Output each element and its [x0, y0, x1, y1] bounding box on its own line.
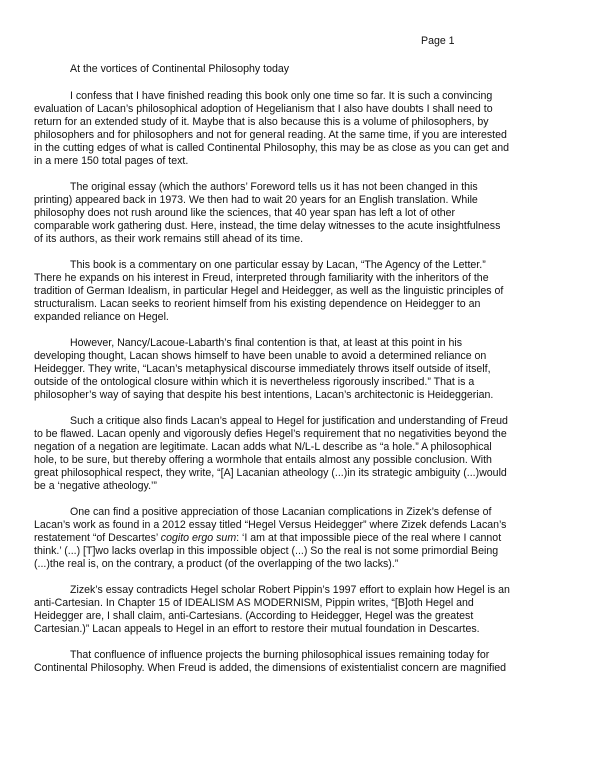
- text-line: Such a critique also finds Lacan’s appeal to Hegel for justification and understanding of Freud: [70, 415, 508, 427]
- text-line: Zizek’s essay contradicts Hegel scholar Robert Pippin’s 1997 effort to explain how Hegel is an: [70, 584, 510, 596]
- text-line: The original essay (which the authors’ Foreword tells us it has not been changed in this: [70, 181, 478, 193]
- text-line: Heidegger are, I shall claim, anti-Cartesians. (According to Heidegger, Hegel was the greatest: [34, 610, 474, 622]
- paragraph: [34, 584, 580, 636]
- text-line: of its authors, as their work remains still ahead of its time.: [34, 233, 304, 245]
- paragraph: [34, 181, 580, 246]
- text-line: This book is a commentary on one particular essay by Lacan, “The Agency of the Letter.”: [70, 259, 486, 271]
- text-line: expanded reliance on Hegel.: [34, 311, 169, 323]
- text-line: in a mere 150 total pages of text.: [34, 155, 189, 167]
- text-line: to be flawed. Lacan openly and vigorously defies Hegel’s requirement that no negativities beyond the: [34, 428, 507, 440]
- text-line: philosophers and for philosophers and not for general reading. At the same time, if you are interested: [34, 129, 507, 141]
- text-line: printing) appeared back in 1973. We then had to wait 20 years for an English translation. While: [34, 194, 478, 206]
- document-title: At the vortices of Continental Philosophy today: [70, 63, 290, 75]
- text-line: developing thought, Lacan shows himself to have been unable to avoid a determined reliance on: [34, 350, 487, 362]
- paragraph: [34, 337, 580, 402]
- text-line: in the cutting edges of what is called Continental Philosophy, this may be as close as you can get and: [34, 142, 510, 154]
- text-line: be a ‘negative atheology.’”: [34, 480, 157, 492]
- paragraph: [34, 649, 580, 675]
- text-line: tradition of German Idealism, in particular Hegel and Heidegger, as well as the linguistic principles of: [34, 285, 504, 297]
- paragraph: [34, 90, 580, 168]
- text-line: That confluence of influence projects the burning philosophical issues remaining today for: [70, 649, 490, 661]
- text-line: However, Nancy/Lacoue-Labarth’s final contention is that, at least at this point in his: [70, 337, 462, 349]
- text-line: Continental Philosophy. When Freud is added, the dimensions of existentialist concern are magnified: [34, 662, 507, 674]
- text-line: Lacan’s work as found in a 2012 essay titled “Hegel Versus Heidegger” where Zizek defends Lacan’s: [34, 519, 507, 531]
- page-number: Page 1: [421, 35, 455, 47]
- text-line: outside of the ontological closure within which it is nevertheless rigorously inscribed.” That is a: [34, 376, 475, 388]
- text-line: anti-Cartesian. In Chapter 15 of IDEALISM AS MODERNISM, Pippin writes, “[B]oth Hegel and: [34, 597, 474, 609]
- text-line: One can find a positive appreciation of those Lacanian complications in Zizek’s defense of: [70, 506, 492, 518]
- text-line: philosopher’s way of saying that despite his best intentions, Lacan’s architectonic is Heideggerian.: [34, 389, 494, 401]
- text-line: restatement “of Descartes’ cogito ergo sum: ‘I am at that impossible piece of the real where I cannot: [34, 532, 502, 544]
- text-line: Cartesian.)” Lacan appeals to Hegel in an effort to restore their mutual foundation in Descartes.: [34, 623, 480, 635]
- text-line: return for an extended study of it. Maybe that is also because this is a volume of philosophers, by: [34, 116, 489, 128]
- text-line: comparable work gathering dust. Here, instead, the time delay witnesses to the acute insightfulness: [34, 220, 501, 232]
- text-line: great philosophical respect, they write, “[A] Lacanian atheology (...)in its strategic ambiguity (...)would: [34, 467, 507, 479]
- paragraph: [34, 506, 580, 571]
- text-line: structuralism. Lacan seeks to reorient himself from his existing dependence on Heidegger to an: [34, 298, 481, 310]
- text-line: Heidegger. They write, “Lacan’s metaphysical discourse immediately throws itself outside of itself,: [34, 363, 491, 375]
- text-line: philosophy does not rush around like the sciences, that 40 year span has left a lot of other: [34, 207, 456, 219]
- paragraph: [34, 415, 580, 493]
- text-line: evaluation of Lacan’s philosophical adoption of Hegelianism that I also have doubts I shall need to: [34, 103, 493, 115]
- text-line: think.’ (...) [T]wo lacks overlap in this impossible object (...) So the real is not some primordial Being: [34, 545, 499, 557]
- text-line: I confess that I have finished reading this book only one time so far. It is such a convincing: [70, 90, 493, 102]
- text-line: hole, to be sure, but thereby offering a wormhole that entails almost any possible conclusion. With: [34, 454, 492, 466]
- text-line: (...)the real is, on the contrary, a product (of the overlapping of the two lacks).”: [34, 558, 399, 570]
- document-body: [34, 90, 580, 688]
- paragraph: [34, 259, 580, 324]
- text-line: There he expands on his interest in Freud, interpreted through familiarity with the inheritors of the: [34, 272, 489, 284]
- text-line: negation of a negation are legitimate. Lacan adds what N/L-L describe as “a hole.” A philosophical: [34, 441, 492, 453]
